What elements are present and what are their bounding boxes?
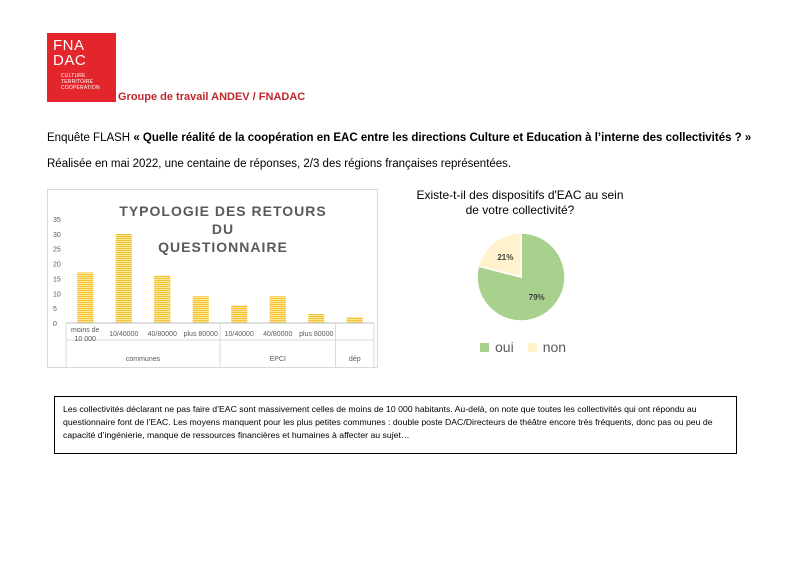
y-tick-label: 15	[53, 276, 61, 284]
survey-title: « Quelle réalité de la coopération en EAC entre les directions Culture et Education à l’interne des collectivités ? »	[133, 132, 752, 144]
x-group-label: communes	[125, 356, 161, 363]
pie-chart-svg	[410, 188, 630, 363]
logo-tagline	[61, 73, 100, 91]
pie-title-line1: Existe-t-il des dispositifs d'EAC au sein	[416, 188, 624, 202]
x-tick-label: 40/80000	[147, 331, 177, 338]
bar-chart-title-line1: TYPOLOGIE DES RETOURS DU	[119, 203, 327, 237]
pie-title-line2: de votre collectivité?	[465, 203, 575, 217]
y-tick-label: 0	[53, 321, 57, 328]
bar	[308, 314, 324, 323]
logo-tagline-2: TERRITOIRE	[61, 79, 94, 85]
fnadac-logo	[47, 33, 116, 102]
bar	[154, 275, 170, 323]
logo-tagline-1: CULTURE	[61, 73, 86, 79]
x-group-label: EPCI	[269, 356, 286, 363]
y-tick-label: 20	[53, 261, 61, 269]
bar-chart-title-line2: QUESTIONNAIRE	[158, 239, 288, 255]
x-tick-label: 10 000	[74, 336, 96, 343]
bar-chart-title	[108, 202, 338, 256]
bar	[270, 296, 286, 323]
survey-subline: Réalisée en mai 2022, une centaine de réponses, 2/3 des régions françaises représentées.	[47, 158, 512, 170]
pie-legend	[480, 339, 566, 355]
legend-label-oui: oui	[495, 339, 514, 355]
y-tick-label: 5	[53, 306, 57, 314]
pie-label-oui: 79%	[528, 293, 545, 303]
logo-line1: FNA	[53, 37, 85, 54]
analysis-note: Les collectivités déclarant ne pas faire d’EAC sont massivement celles de moins de 10 000 habitants. Au-delà, on note que toutes les collectivités qui ont répondu au questionnaire font de l’EAC. Les moyens manquent pour les plus petites communes : double poste DAC/Directeurs de théâtre encore très fréquents, donc pas ou peu de capacité d’ingénierie, manque de ressources financières et humaines à affecter au sujet…	[54, 396, 737, 454]
bar	[347, 317, 363, 323]
y-tick-label: 30	[53, 231, 61, 239]
bar	[193, 296, 209, 323]
y-tick-label: 25	[53, 246, 61, 254]
y-tick-label: 35	[53, 217, 61, 224]
y-tick-label: 10	[53, 291, 61, 299]
x-tick-label: 10/40000	[224, 331, 254, 338]
bar-chart	[47, 189, 378, 368]
pie-chart	[410, 188, 630, 363]
x-tick-label: 10/40000	[109, 331, 139, 338]
legend-swatch-oui	[480, 343, 489, 352]
x-tick-label: plus 80000	[183, 331, 218, 338]
intro-prefix: Enquête FLASH	[47, 132, 134, 144]
x-tick-label: 40/80000	[263, 331, 293, 338]
x-tick-label: moins de	[71, 327, 100, 334]
logo-line2: DAC	[53, 52, 87, 69]
legend-swatch-non	[528, 343, 537, 352]
group-label: Groupe de travail ANDEV / FNADAC	[118, 91, 306, 103]
intro-line	[47, 132, 751, 144]
pie-label-non: 21%	[497, 252, 514, 262]
x-tick-label: plus 80000	[299, 331, 334, 338]
legend-label-non: non	[542, 339, 567, 355]
logo-tagline-3: COOPÉRATION	[61, 85, 100, 91]
x-group-label: dép	[348, 356, 361, 363]
bar	[231, 305, 247, 323]
bar	[77, 272, 93, 323]
